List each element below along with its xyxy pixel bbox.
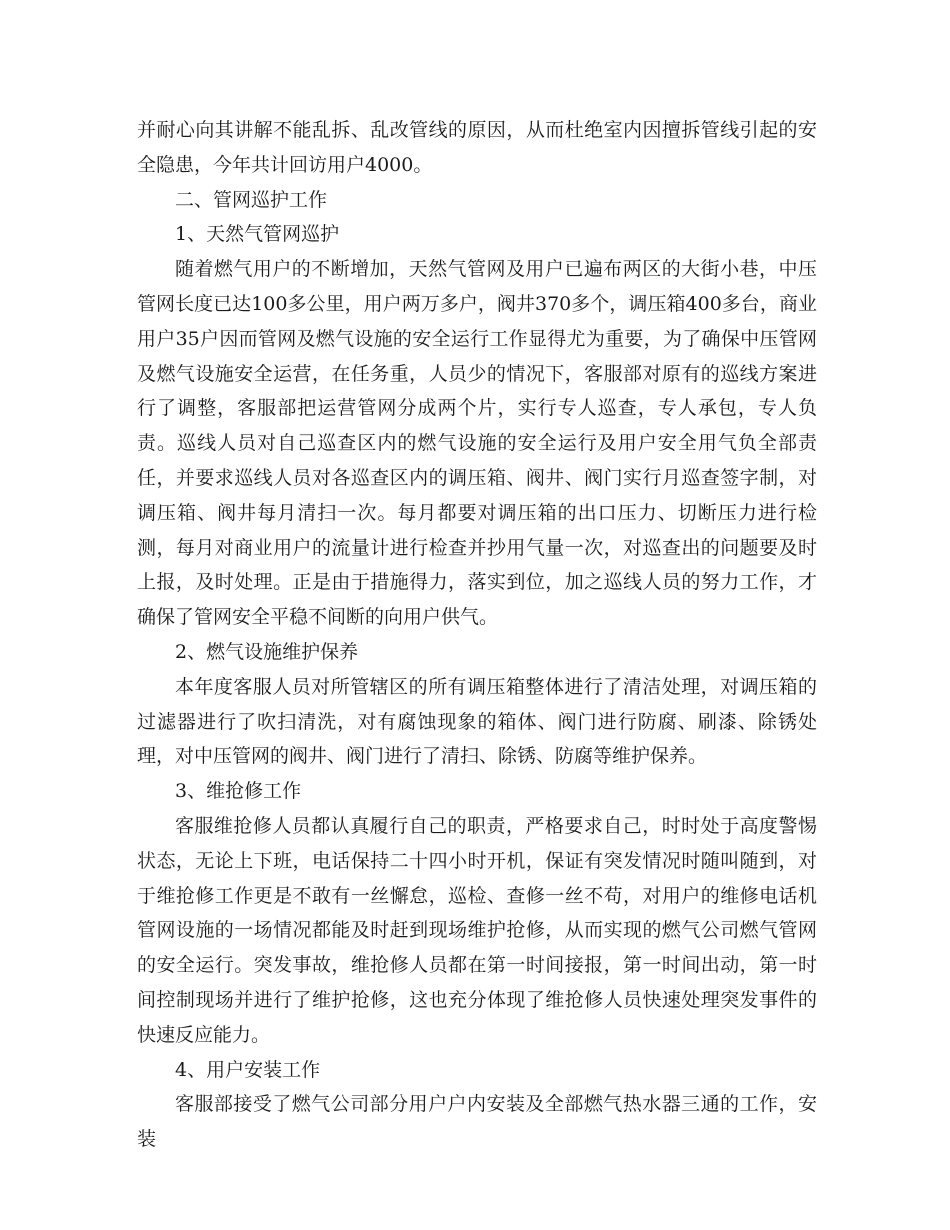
paragraph-user-installation: 客服部接受了燃气公司部分用户户内安装及全部燃气热水器三通的工作，安装 [137,1093,817,1151]
paragraph-pipeline-patrol: 随着燃气用户的不断增加，天然气管网及用户已遍布两区的大街小巷，中压管网长度已达100多公里，用户两万多户，阀井370多个，调压箱400多台，商业用户35户因而管网及燃气设施的安全运行工作显得尤为重要，为了确保中压管网及燃气设施安全运营，在任务重，人员少的情况下，客服部对原有的巡线方案进行了调整，客服部把运营管网分成两个片，实行专人巡查，专人承包，专人负责。巡线人员对自己巡查区内的燃气设施的安全运行及用户安全用气负全部责任，并要求巡线人员对各巡查区内的调压箱、阀井、阀门实行月巡查签字制，对调压箱、阀井每月清扫一次。每月都要对调压箱的出口压力、切断压力进行检测，每月对商业用户的流量计进行检查并抄用气量一次，对巡查出的问题要及时上报，及时处理。正是由于措施得力，落实到位，加之巡线人员的努力工作，才确保了管网安全平稳不间断的向用户供气。 [137,258,817,629]
document-body [137,113,817,1157]
paragraph-return-visits: 并耐心向其讲解不能乱拆、乱改管线的原因，从而杜绝室内因擅拆管线引起的安全隐患，今年共计回访用户4000。 [137,119,817,176]
subheading-emergency-repair: 3、维抢修工作 [175,780,302,803]
subheading-gas-pipeline-patrol: 1、天然气管网巡护 [175,223,340,246]
subheading-user-installation: 4、用户安装工作 [175,1058,321,1081]
subheading-facility-maintenance: 2、燃气设施维护保养 [175,640,359,663]
paragraph-facility-maintenance: 本年度客服人员对所管辖区的所有调压箱整体进行了清洁处理，对调压箱的过滤器进行了吹扫清洗，对有腐蚀现象的箱体、阀门进行防腐、刷漆、除锈处理，对中压管网的阀井、阀门进行了清扫、除锈、防腐等维护保养。 [137,675,817,768]
paragraph-emergency-repair: 客服维抢修人员都认真履行自己的职责，严格要求自己，时时处于高度警惕状态，无论上下班，电话保持二十四小时开机，保证有突发情况时随叫随到，对于维抢修工作更是不敢有一丝懈怠，巡检、查修一丝不苟，对用户的维修电话机管网设施的一场情况都能及时赶到现场维护抢修，从而实现的燃气公司燃气管网的安全运行。突发事故，维抢修人员都在第一时间接报，第一时间出动，第一时间控制现场并进行了维护抢修，这也充分体现了维抢修人员快速处理突发事件的快速反应能力。 [137,814,817,1046]
section-heading-pipeline-patrol: 二、管网巡护工作 [175,188,328,211]
